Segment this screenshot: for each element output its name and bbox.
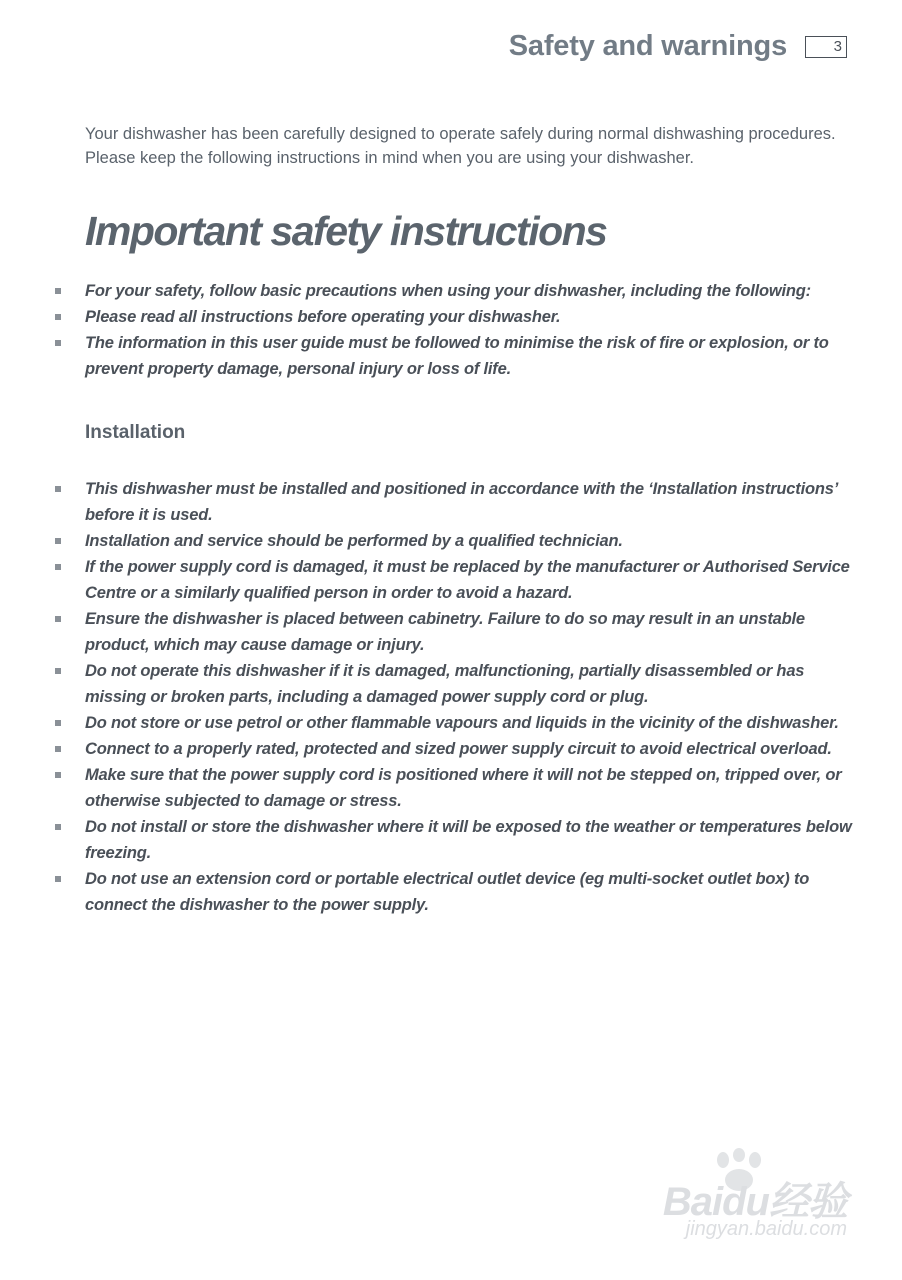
bullet-square-icon [55,340,61,346]
section-title: Safety and warnings [508,30,787,62]
page-header [509,30,847,63]
list-item [0,528,860,554]
bullet-square-icon [55,772,61,778]
list-item-text: For your safety, follow basic precautions when using your dishwasher, including the following: [85,282,811,300]
list-item-text: Installation and service should be performed by a qualified technician. [85,532,623,550]
bullet-square-icon [55,486,61,492]
list-item [0,710,860,736]
list-item-text: If the power supply cord is damaged, it must be replaced by the manufacturer or Authorised Service Centre or a similarly qualified person in order to avoid a hazard. [85,558,850,602]
bullet-square-icon [55,876,61,882]
bullet-square-icon [55,824,61,830]
list-item [0,304,860,330]
general-safety-list [0,278,860,382]
list-item-text: Ensure the dishwasher is placed between cabinetry. Failure to do so may result in an unstable product, which may cause damage or injury. [85,610,805,654]
bullet-square-icon [55,616,61,622]
list-item-text: The information in this user guide must be followed to minimise the risk of fire or explosion, or to prevent property damage, personal injury or loss of life. [85,334,829,378]
list-item-text: Make sure that the power supply cord is positioned where it will not be stepped on, tripped over, or otherwise subjected to damage or stress. [85,766,842,810]
bullet-square-icon [55,746,61,752]
bullet-square-icon [55,668,61,674]
list-item [0,866,860,918]
list-item-text: Do not use an extension cord or portable electrical outlet device (eg multi-socket outlet box) to connect the dishwasher to the power supply. [85,870,810,914]
list-item [0,814,860,866]
bullet-square-icon [55,564,61,570]
watermark-brand: Baidu经验 [662,1180,847,1224]
installation-heading: Installation [85,422,186,443]
list-item-text: Do not operate this dishwasher if it is damaged, malfunctioning, partially disassembled or has missing or broken parts, including a damaged power supply cord or plug. [85,662,805,706]
list-item [0,476,860,528]
main-heading: Important safety instructions [85,208,607,254]
list-item [0,606,860,658]
list-item-text: Do not store or use petrol or other flammable vapours and liquids in the vicinity of the dishwasher. [85,714,839,732]
list-item-text: This dishwasher must be installed and positioned in accordance with the ‘Installation instructions’ before it is used. [85,480,838,524]
watermark-url: jingyan.baidu.com [685,1218,847,1240]
list-item-text: Do not install or store the dishwasher where it will be exposed to the weather or temperatures below freezing. [85,818,852,862]
bullet-square-icon [55,314,61,320]
installation-list [0,476,860,918]
list-item-text: Please read all instructions before operating your dishwasher. [85,308,561,326]
bullet-square-icon [55,288,61,294]
list-item [0,658,860,710]
baidu-watermark [637,1148,847,1248]
list-item [0,762,860,814]
intro-paragraph: Your dishwasher has been carefully designed to operate safely during normal dishwashing procedures. Please keep the following instructions in mind when you are using your dishwasher. [85,125,836,167]
bullet-square-icon [55,538,61,544]
list-item [0,330,860,382]
page-number: 3 [805,36,847,58]
list-item-text: Connect to a properly rated, protected and sized power supply circuit to avoid electrical overload. [85,740,832,758]
list-item [0,554,860,606]
bullet-square-icon [55,720,61,726]
list-item [0,736,860,762]
list-item [0,278,860,304]
